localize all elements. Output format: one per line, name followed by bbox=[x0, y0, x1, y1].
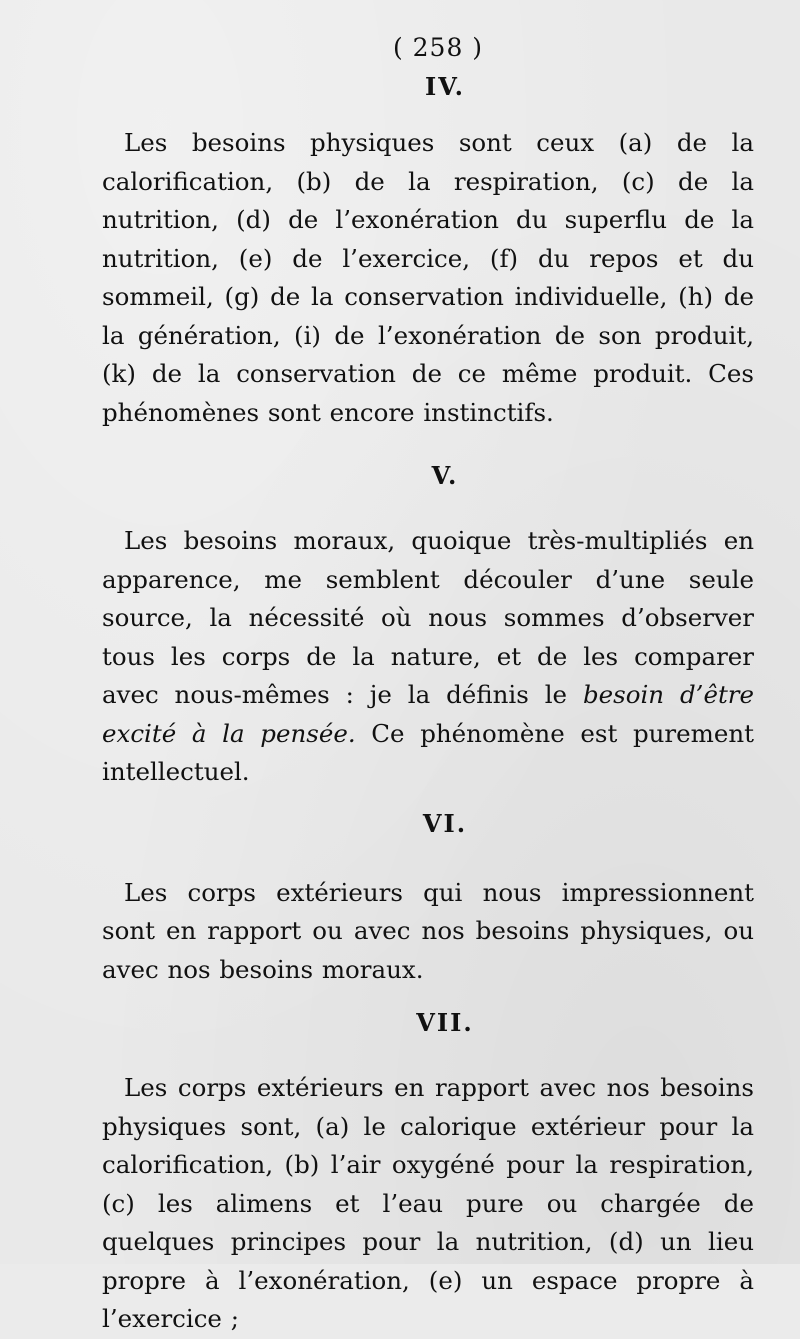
section-iv-paragraph: Les besoins physiques sont ceux (a) de la calorification, (b) de la respiration, (c) de la nutrition, (d) de l’exonération du superflu de la nutrition, (e) de l’exercice, (f) du repos et du sommeil, (g) de la conservation individuelle, (h) de la génération, (i) de l’exonération de son produit, (k) de la conservation de ce même produit. Ces phénomènes sont encore instinctifs. bbox=[102, 128, 754, 427]
section-heading-v: V. bbox=[431, 461, 459, 490]
section-vii bbox=[102, 1003, 754, 1339]
section-v-text-after: Ce phénomène est purement intellectuel. bbox=[102, 718, 754, 786]
section-v-italic-definition: besoin d’être excité à la pensée. bbox=[102, 680, 755, 748]
section-heading-vii: VII. bbox=[416, 1008, 474, 1037]
section-vi bbox=[102, 804, 754, 990]
section-heading-vi: VI. bbox=[422, 808, 468, 838]
page-number: ( 258 ) bbox=[392, 33, 484, 62]
section-vii-paragraph: Les corps extérieurs en rapport avec nos besoins physiques sont, (a) le calorique extérieur pour la calorification, (b) l’air oxygéné pour la respiration, (c) les alimens et l’eau pure ou chargée de quelques principes pour la nutrition, (d) un lieu propre à l’exonération, (e) un espace propre à l’exercice ; bbox=[102, 1073, 754, 1333]
section-iv bbox=[102, 72, 754, 432]
section-v-paragraph bbox=[102, 522, 754, 792]
section-vi-paragraph: Les corps extérieurs qui nous impressionnent sont en rapport ou avec nos besoins physiques, ou avec nos besoins moraux. bbox=[102, 877, 754, 984]
section-v bbox=[102, 456, 754, 792]
section-v-text-before: Les besoins moraux, quoique très-multipliés en apparence, me semblent découler d’une seule source, la nécessité où nous sommes d’observer tous les corps de la nature, et de les comparer avec nous-mêmes : je la définis le bbox=[102, 526, 754, 709]
section-heading-iv: IV. bbox=[424, 72, 465, 101]
